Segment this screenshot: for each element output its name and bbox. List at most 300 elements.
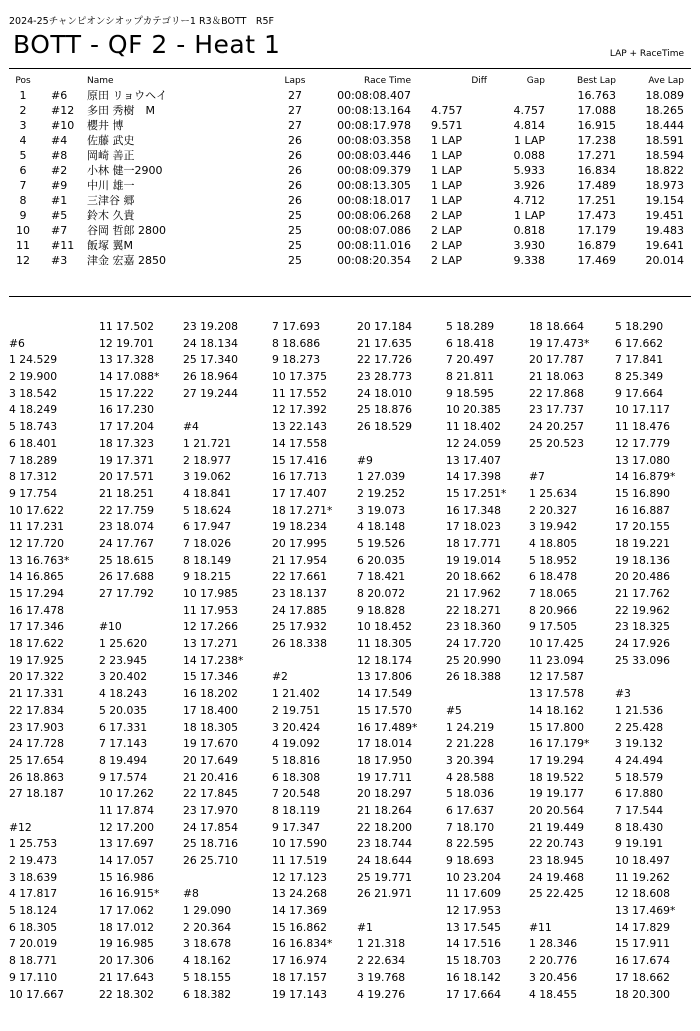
result-diff: 1 LAP [431,149,463,162]
lap-time-cell: 16 18.202 [183,687,238,701]
lap-time-cell: 18 18.664 [529,320,584,333]
lap-time-cell: 14 16.865 [9,570,64,584]
result-race-time: 00:08:18.017 [337,194,411,207]
lap-time-cell [529,903,615,920]
lap-time-cell: 22 17.661 [272,570,327,584]
lap-time-cell: 20 17.184 [357,320,412,333]
lap-time-cell: 19 17.371 [99,453,154,467]
lap-time-cell: 25 18.615 [99,553,154,567]
lap-time-cell: 17 18.023 [446,520,501,534]
result-ave-lap: 18.089 [645,89,684,102]
result-laps: 25 [288,209,302,222]
result-race-time: 00:08:09.379 [337,164,411,177]
lap-time-cell: 18 20.300 [615,987,670,1001]
table-row [9,103,691,118]
lap-time-cell: 6 17.880 [615,787,664,801]
lap-time-cell: 9 19.191 [615,837,664,851]
lap-time-cell: 10 17.262 [99,787,154,801]
lap-time-cell: 18 19.221 [615,536,670,550]
result-race-time: 00:08:07.086 [337,224,411,237]
lap-time-cell: 21 17.762 [615,587,670,600]
result-pos: 6 [19,164,27,177]
result-laps: 27 [288,89,302,102]
lap-time-cell [183,402,269,419]
lap-time-cell: 13 24.268 [272,887,327,901]
lap-time-cell: 16 17.674 [615,954,670,968]
result-race-time: 00:08:13.164 [337,104,411,117]
lap-time-cell: 14 17.398 [446,470,501,484]
lap-time-cell: 12 17.779 [615,436,670,450]
result-ave-lap: 18.973 [645,179,684,192]
lap-time-cell: 12 17.720 [9,536,64,550]
lap-time-cell: 17 18.662 [615,970,670,984]
lap-time-cell: 16 17.478 [9,603,64,617]
lap-time-cell: 16 16.834* [272,937,333,951]
lap-time-cell: 7 18.421 [357,570,406,584]
lap-time-cell: 12 17.123 [272,870,327,884]
result-ave-lap: 18.265 [645,104,684,117]
lap-time-cell: 2 23.945 [99,653,148,667]
result-driver-name: 佐藤 武史 [87,134,135,147]
lap-time-cell: 19 19.014 [446,553,501,567]
lap-time-cell: 5 18.743 [9,420,58,434]
lap-time-cell: 10 23.204 [446,870,501,884]
lap-time-cell: 4 18.162 [183,954,232,968]
lap-time-cell: 24 20.257 [529,420,584,434]
result-laps: 26 [288,149,302,162]
lap-time-cell: 2 21.228 [446,737,495,751]
lap-time-cell: 10 17.425 [529,637,584,651]
lap-time-cell [9,319,95,336]
table-row [9,88,691,103]
lap-time-cell: 8 18.119 [272,803,321,817]
lap-column [615,319,700,1003]
lap-time-cell: 15 17.251* [446,486,507,500]
lap-time-cell: 3 19.942 [529,520,578,534]
lap-time-cell: 25 20.990 [446,653,501,667]
lap-time-cell: 16 16.915* [99,887,160,901]
result-driver-name: 三津谷 郷 [87,194,135,207]
lap-time-cell: 5 18.952 [529,553,578,567]
lap-time-cell: 25 18.716 [183,837,238,851]
lap-time-cell: 13 17.407 [446,453,501,467]
lap-time-cell: 10 17.117 [615,403,670,417]
lap-time-cell: 16 16.887 [615,503,670,517]
lap-time-cell: 11 18.305 [357,637,412,651]
lap-time-cell: 16 17.230 [99,403,154,417]
lap-time-cell: 5 18.155 [183,970,232,984]
lap-time-cell: 1 25.620 [99,637,148,651]
lap-time-cell: 17 16.974 [272,954,327,968]
lap-time-cell: 4 18.841 [183,486,232,500]
lap-time-cell: 4 18.148 [357,520,406,534]
lap-time-cell [357,903,443,920]
lap-time-cell: 20 18.297 [357,787,412,801]
lap-time-cell: 6 17.331 [99,720,148,734]
lap-time-cell: 9 17.110 [9,970,58,984]
lap-times-grid [9,319,693,1024]
lap-time-cell: 12 19.701 [99,336,154,350]
lap-time-cell: 21 17.643 [99,970,154,984]
result-ave-lap: 19.641 [645,239,684,252]
result-laps: 25 [288,224,302,237]
lap-time-cell: 5 18.290 [615,320,664,333]
table-row [9,238,691,253]
event-subtitle: 2024-25チャンピオンシオップカテゴリー1 R3＆BOTT R5F [9,16,274,27]
result-best-lap: 17.473 [577,209,616,222]
result-race-time: 00:08:20.354 [337,254,411,267]
lap-column [183,319,269,1003]
lap-time-cell: 2 19.473 [9,854,58,867]
result-ave-lap: 18.594 [645,149,684,162]
lap-column [272,319,358,1003]
lap-time-cell: 13 17.469* [615,904,676,918]
lap-time-cell [357,436,443,453]
result-diff: 2 LAP [431,209,463,222]
lap-time-cell: 22 17.834 [9,703,64,717]
table-row [9,163,691,178]
result-driver-name: 飯塚 翼M [87,239,133,252]
lap-time-cell: 6 17.637 [446,803,495,817]
result-best-lap: 16.915 [577,119,616,132]
header-divider [9,68,691,69]
lap-time-cell: 3 18.639 [9,870,58,884]
lap-time-cell: 5 18.624 [183,503,232,517]
lap-time-cell: 15 17.222 [99,386,154,400]
lap-time-cell: 6 18.382 [183,987,232,1001]
lap-time-cell: 15 16.986 [99,870,154,884]
result-diff: 1 LAP [431,179,463,192]
lap-time-cell: 12 17.266 [183,620,238,634]
lap-time-cell: 22 18.200 [357,820,412,834]
result-ave-lap: 20.014 [645,254,684,267]
col-header-diff: Diff [471,76,487,86]
lap-time-cell: 20 18.662 [446,570,501,584]
lap-time-cell: 4 18.805 [529,536,578,550]
lap-time-cell: 3 20.456 [529,970,578,984]
lap-time-cell: 1 21.536 [615,703,664,717]
lap-time-cell: 21 19.449 [529,820,584,834]
result-kart-number: #2 [51,164,68,177]
lap-time-cell: 15 16.862 [272,920,327,934]
lap-time-cell: 9 18.273 [272,353,321,367]
lap-time-cell: 2 19.900 [9,370,58,384]
result-best-lap: 16.879 [577,239,616,252]
lap-time-cell: 19 17.711 [357,770,412,784]
lap-time-cell: 17 18.014 [357,737,412,751]
lap-time-cell: 18 17.323 [99,436,154,450]
lap-time-cell: 8 25.349 [615,370,664,384]
lap-driver-number: #11 [529,920,552,934]
lap-time-cell: 14 17.057 [99,854,154,867]
result-kart-number: #5 [51,209,68,222]
lap-time-cell: 19 17.473* [529,336,590,350]
lap-time-cell: 8 21.811 [446,370,495,384]
lap-time-cell: 3 19.768 [357,970,406,984]
lap-time-cell: 15 16.890 [615,486,670,500]
result-pos: 4 [19,134,27,147]
lap-driver-number: #1 [357,920,373,934]
result-ave-lap: 19.483 [645,224,684,237]
lap-time-cell: 20 20.486 [615,570,670,584]
lap-time-cell: 20 17.322 [9,670,64,684]
col-header-pos: Pos [15,76,31,86]
lap-time-cell: 8 19.494 [99,753,148,767]
lap-time-cell: 6 17.662 [615,336,664,350]
result-best-lap: 17.271 [577,149,616,162]
result-gap: 4.712 [513,194,545,207]
result-kart-number: #12 [51,104,75,117]
col-header-name: Name [87,76,114,86]
lap-time-cell: 10 18.497 [615,854,670,867]
result-pos: 7 [19,179,27,192]
lap-time-cell: 12 18.608 [615,887,670,901]
lap-time-cell: 25 18.876 [357,403,412,417]
result-pos: 10 [16,224,30,237]
result-laps: 26 [288,194,302,207]
lap-time-cell: 16 17.713 [272,470,327,484]
lap-time-cell: 14 17.829 [615,920,670,934]
result-pos: 2 [19,104,27,117]
lap-time-cell: 22 17.759 [99,503,154,517]
lap-time-cell: 21 18.251 [99,486,154,500]
table-row [9,133,691,148]
lap-time-cell: 21 17.954 [272,553,327,567]
result-race-time: 00:08:17.978 [337,119,411,132]
lap-time-cell: 12 18.174 [357,653,412,667]
lap-column [357,319,443,1003]
lap-time-cell: 20 20.564 [529,803,584,817]
lap-time-cell: 25 19.771 [357,870,412,884]
lap-time-cell: 3 19.073 [357,503,406,517]
result-driver-name: 中川 雄一 [87,179,135,192]
lap-time-cell: 1 29.090 [183,904,232,918]
lap-driver-number: #3 [615,687,631,701]
page-title: BOTT - QF 2 - Heat 1 [13,30,281,59]
result-laps: 26 [288,179,302,192]
lap-time-cell: 1 21.402 [272,687,321,701]
lap-time-cell [615,669,700,686]
lap-time-cell: 15 17.800 [529,720,584,734]
lap-time-cell: 25 17.654 [9,753,64,767]
result-pos: 5 [19,149,27,162]
table-row [9,253,691,268]
result-ave-lap: 18.822 [645,164,684,177]
lap-time-cell: 24 17.728 [9,737,64,751]
lap-time-cell: 7 20.497 [446,353,495,367]
result-pos: 12 [16,254,30,267]
lap-time-cell: 13 17.080 [615,453,670,467]
result-best-lap: 17.251 [577,194,616,207]
lap-time-cell: 22 18.271 [446,603,501,617]
result-driver-name: 多田 秀樹 M [87,104,155,117]
lap-time-cell: 14 17.369 [272,904,327,918]
lap-time-cell: 9 17.505 [529,620,578,634]
result-pos: 3 [19,119,27,132]
col-header-gap: Gap [526,76,545,86]
lap-time-cell: 27 18.187 [9,787,64,801]
lap-time-cell: 17 17.346 [9,620,64,634]
lap-time-cell: 5 18.124 [9,904,58,918]
result-kart-number: #10 [51,119,75,132]
result-diff: 1 LAP [431,134,463,147]
lap-time-cell: 23 18.074 [99,520,154,534]
table-row [9,223,691,238]
lap-time-cell: 7 17.544 [615,803,664,817]
result-kart-number: #9 [51,179,68,192]
lap-time-cell: 18 17.950 [357,753,412,767]
lap-time-cell: 7 17.693 [272,320,321,333]
lap-time-cell: 3 18.678 [183,937,232,951]
lap-time-cell: 17 20.155 [615,520,670,534]
lap-time-cell: 27 19.244 [183,386,238,400]
lap-time-cell: 13 22.143 [272,420,327,434]
result-ave-lap: 19.451 [645,209,684,222]
lap-time-cell: 27 17.792 [99,587,154,600]
lap-driver-number: #7 [529,470,545,484]
result-best-lap: 17.238 [577,134,616,147]
lap-time-cell: 23 18.137 [272,587,327,600]
lap-time-cell: 2 18.977 [183,453,232,467]
lap-time-cell: 7 18.289 [9,453,58,467]
lap-time-cell: 21 17.331 [9,687,64,701]
lap-time-cell: 12 17.953 [446,904,501,918]
lap-time-cell: 21 17.962 [446,587,501,600]
lap-column [9,319,95,1003]
lap-time-cell: 1 25.753 [9,837,58,851]
result-diff: 2 LAP [431,254,463,267]
lap-time-cell: 13 17.578 [529,687,584,701]
lap-time-cell [272,653,358,670]
lap-time-cell: 21 18.063 [529,370,584,384]
result-kart-number: #3 [51,254,68,267]
lap-driver-number: #5 [446,703,462,717]
lap-time-cell: 5 18.816 [272,753,321,767]
lap-driver-number: #2 [272,670,288,684]
lap-time-cell: 5 18.579 [615,770,664,784]
lap-time-cell: 11 17.953 [183,603,238,617]
lap-time-cell: 24 19.468 [529,870,584,884]
lap-time-cell: 1 24.219 [446,720,495,734]
lap-time-cell: 22 17.726 [357,353,412,367]
table-row [9,148,691,163]
result-laps: 27 [288,104,302,117]
lap-time-cell: 19 18.136 [615,553,670,567]
lap-time-cell: 3 19.062 [183,470,232,484]
lap-time-cell: 4 18.455 [529,987,578,1001]
result-race-time: 00:08:13.305 [337,179,411,192]
result-gap: 1 LAP [513,209,545,222]
lap-time-cell: 13 17.271 [183,637,238,651]
results-header-row [9,74,691,88]
lap-time-cell [446,686,532,703]
lap-time-cell: 23 18.325 [615,620,670,634]
col-header-best-lap: Best Lap [576,76,616,86]
lap-time-cell: 5 20.035 [99,703,148,717]
result-gap: 0.818 [513,224,545,237]
lap-time-cell: 9 18.595 [446,386,495,400]
lap-time-cell: 9 18.693 [446,854,495,867]
lap-time-cell: 7 20.019 [9,937,58,951]
lap-time-cell: 16 17.348 [446,503,501,517]
lap-time-cell: 18 18.305 [183,720,238,734]
result-driver-name: 津金 宏嘉 2850 [87,254,166,267]
lap-time-cell: 2 19.252 [357,486,406,500]
lap-time-cell: 18 17.271* [272,503,333,517]
lap-time-cell: 24 17.926 [615,637,670,651]
lap-time-cell: 3 20.424 [272,720,321,734]
lap-time-cell: 4 28.588 [446,770,495,784]
result-pos: 1 [19,89,27,102]
result-kart-number: #7 [51,224,68,237]
lap-time-cell: 14 18.162 [529,703,584,717]
lap-time-cell: 1 21.318 [357,937,406,951]
result-ave-lap: 18.444 [645,119,684,132]
lap-time-cell: 17 19.294 [529,753,584,767]
lap-time-cell: 20 17.787 [529,353,584,367]
table-row [9,208,691,223]
lap-time-cell: 19 19.177 [529,787,584,801]
lap-time-cell: 7 18.170 [446,820,495,834]
result-laps: 27 [288,119,302,132]
lap-time-cell: 7 18.065 [529,587,578,600]
result-pos: 11 [16,239,30,252]
result-kart-number: #4 [51,134,68,147]
lap-time-cell: 18 17.012 [99,920,154,934]
lap-time-cell: 7 18.026 [183,536,232,550]
lap-time-cell: 10 18.452 [357,620,412,634]
lap-time-cell: 14 17.516 [446,937,501,951]
lap-time-cell: 17 17.664 [446,987,501,1001]
result-driver-name: 谷岡 哲郎 2800 [87,224,166,237]
lap-time-cell: 8 18.149 [183,553,232,567]
lap-time-cell: 26 18.529 [357,420,412,434]
lap-time-cell: 23 18.744 [357,837,412,851]
result-race-time: 00:08:11.016 [337,239,411,252]
lap-time-cell: 14 17.549 [357,687,412,701]
result-driver-name: 岡崎 善正 [87,149,135,162]
lap-time-cell: 22 17.845 [183,787,238,801]
lap-time-cell: 25 33.096 [615,653,670,667]
lap-time-cell: 15 17.294 [9,587,64,600]
lap-time-cell: 24 18.010 [357,386,412,400]
lap-time-cell: 14 17.558 [272,436,327,450]
lap-time-cell: 3 20.402 [99,670,148,684]
lap-time-cell: 2 19.751 [272,703,321,717]
lap-time-cell: 22 20.743 [529,837,584,851]
lap-time-cell: 1 21.721 [183,436,232,450]
result-gap: 3.926 [513,179,545,192]
lap-time-cell: 25 17.340 [183,353,238,367]
lap-time-cell: 12 17.587 [529,670,584,684]
lap-time-cell: 26 25.710 [183,854,238,867]
lap-time-cell: 24 17.885 [272,603,327,617]
result-diff: 2 LAP [431,239,463,252]
lap-time-cell: 2 20.327 [529,503,578,517]
result-gap: 1 LAP [513,134,545,147]
lap-time-cell: 26 18.964 [183,370,238,384]
result-diff: 1 LAP [431,194,463,207]
result-gap: 5.933 [513,164,545,177]
lap-time-cell: 23 17.970 [183,803,238,817]
lap-time-cell: 26 18.388 [446,670,501,684]
lap-time-cell: 23 18.945 [529,854,584,867]
lap-time-cell: 26 21.971 [357,887,412,901]
lap-time-cell: 7 17.143 [99,737,148,751]
result-race-time: 00:08:08.407 [337,89,411,102]
lap-time-cell: 8 17.312 [9,470,58,484]
result-kart-number: #1 [51,194,68,207]
